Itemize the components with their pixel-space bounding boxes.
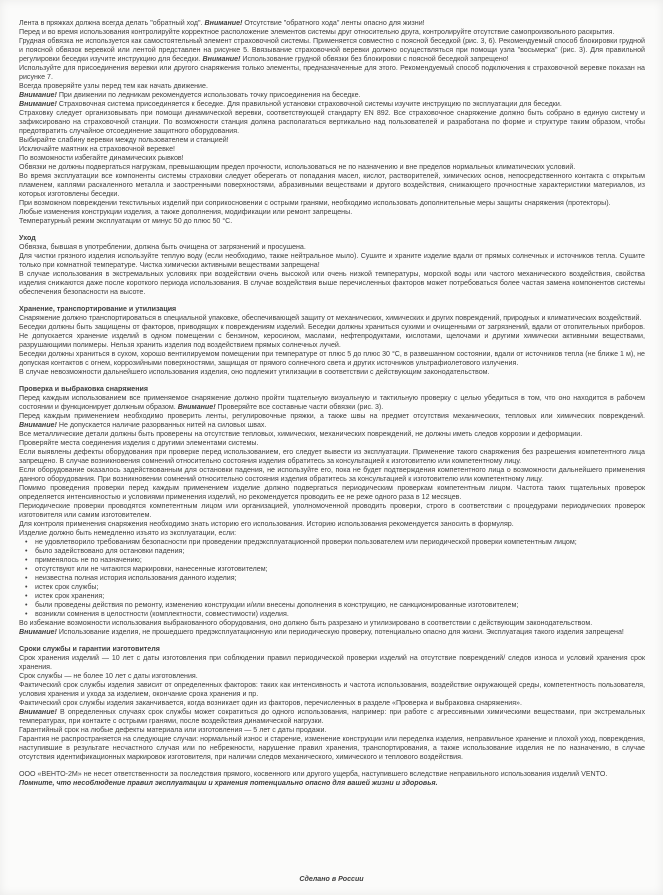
attention-label: Внимание! <box>202 55 241 63</box>
list-item <box>19 547 645 556</box>
list-item <box>19 583 645 592</box>
attention-label: Внимание! <box>19 421 57 429</box>
list-item-text: применялось не по назначению; <box>35 556 142 564</box>
paragraph: Для контроля применения снаряжения необходимо знать историю его использования. Историю использования рекомендуется заносить в формуляр. <box>19 520 514 528</box>
list-item-text: было задействовано для остановки падения; <box>35 547 185 555</box>
paragraph: Обвязка, бывшая в употреблении, должна быть очищена от загрязнений и просушена. <box>19 243 306 251</box>
paragraph <box>19 37 645 64</box>
list-item <box>19 556 645 565</box>
paragraph-text: Использование грудной обвязки без блокировки с поясной беседкой запрещено! <box>240 55 509 63</box>
paragraph-text: Использование изделия, не прошедшего предэксплуатационную или периодическую проверку, потенциально опасно для жизни. Эксплуатация такого изделия запрещена! <box>56 628 624 636</box>
paragraph-text: В определенных случаях срок службы может сократиться до одного использования, например: при работе с агрессивными химическими веществами, при экстремальных температурах, при контакте с острыми гранями, после воздействия динамической нагрузки. <box>19 708 645 725</box>
attention-label: Внимание! <box>204 19 243 27</box>
paragraph-text: Перед каждым применением необходимо проверить ленты, регулировочные пряжки, а также швы на предмет отсутствия механических, тепловых или химических повреждений. <box>19 412 645 420</box>
paragraph: Срок хранения изделий — 10 лет с даты изготовления при соблюдении правил периодической проверки изделий на отсутствие повреждений/ следов износа и условий хранения срок хранения. <box>19 654 645 671</box>
paragraph: Беседки должны быть защищены от факторов, приводящих к повреждениям изделий. Беседки должны храниться сухими и очищенными от загрязнений, вдали от отопительных приборов. Не допускается хранение изделий в одном помещении с бензином, керосином, маслами, нефтепродуктами, кислотами, щелочами и другими химически активными веществами, разрушающими полимеры. Нельзя хранить изделия под воздействием прямых солнечных лучей. <box>19 323 645 349</box>
paragraph: Во избежание возможности использования выбракованного оборудования, оно должно быть разрезано и утилизировано в соответствии с действующим законодательством. <box>19 619 593 627</box>
section-heading: Проверка и выбраковка снаряжения <box>19 385 149 393</box>
list-item-text: неизвестна полная история использования данного изделия; <box>35 574 237 582</box>
paragraph-text: При движении по ледникам рекомендуется использовать точку присоединения на беседке. <box>56 91 361 99</box>
list-item-text: были проведены действия по ремонту, изменению конструкции и/или внесены дополнения в конструкцию, не санкционированные изготовителем; <box>35 601 519 609</box>
list-item <box>19 601 645 610</box>
paragraph: В случае невозможности дальнейшего использования изделия, оно подлежит утилизации в соответствии с действующим законодательством. <box>19 368 490 376</box>
paragraph: Проверяйте места соединения изделия с другими элементами системы. <box>19 439 259 447</box>
list-item-text: не удовлетворило требованиям безопасности при проведении предэксплуатационной проверки пользователем или периодической проверки компетентным лицом; <box>35 538 577 546</box>
paragraph: Гарантийный срок на любые дефекты материала или изготовления — 5 лет с даты продажи. <box>19 726 327 734</box>
document-body <box>19 19 645 788</box>
list-item <box>19 610 645 619</box>
paragraph <box>19 394 645 412</box>
paragraph <box>19 628 645 637</box>
paragraph-text: Перед каждым использованием все применяемое снаряжение должно пройти тщательную визуальную и тактильную проверку с целью убедиться в том, что оно находится в рабочем состоянии и функционирует должным образом. <box>19 394 645 411</box>
safety-warning: Помните, что несоблюдение правил эксплуатации и хранения потенциально опасно для вашей жизни и здоровья. <box>19 779 438 787</box>
list-item <box>19 574 645 583</box>
list-item <box>19 592 645 601</box>
manufacturer-liability: ООО «ВЕНТО-2М» не несет ответственности за последствия прямого, косвенного или другого ущерба, наступившего вследствие неправильного использования изделий VENTO. <box>19 770 608 778</box>
paragraph: Изделие должно быть немедленно изъято из эксплуатации, если: <box>19 529 237 537</box>
paragraph: При возможном повреждении текстильных изделий при соприкосновении с острыми гранями, необходимо использовать дополнительные меры защиты снаряжения (протекторы). <box>19 199 611 207</box>
attention-label: Внимание! <box>19 628 57 636</box>
paragraph-text: Не допускается наличие разорванных нитей на силовых швах. <box>56 421 267 429</box>
paragraph: Всегда проверяйте узлы перед тем как начать движение. <box>19 82 208 90</box>
paragraph: Все металлические детали должны быть проверены на отсутствие тепловых, химических, механических повреждений, не должны иметь следов коррозии и деформации. <box>19 430 583 438</box>
paragraph: Срок службы — не более 10 лет с даты изготовления. <box>19 672 198 680</box>
paragraph: Перед и во время использования контролируйте корректное расположение элементов системы друг относительно друга, контролируйте отсутствие самопроизвольного раскрытия. <box>19 28 615 36</box>
paragraph: Обвязки не должны подвергаться нагрузкам, превышающим предел прочности, использоваться не по назначению и вне пределов нормальных климатических условий. <box>19 163 576 171</box>
bullet-icon: • <box>25 601 28 609</box>
paragraph-text: Грудная обвязка не используется как самостоятельный элемент страховочной системы. Применяется совместно с поясной беседкой (рис. 3, 6). Рекомендуемый способ блокировки грудной и поясной обвязок веревкой или лентой представлен на рисунке 5. Ввязывание страховочной веревки должно осуществляться при помощи узла "восьмерка" (рис. 3). Для правильной регулировки беседки изучите инструкцию для беседки. <box>19 37 645 63</box>
paragraph: Используйте для присоединения веревки или другого снаряжения только элементы, предназначенные для этого. Рекомендуемый способ подключения к страховочной веревке показан на рисунке 7. <box>19 64 645 81</box>
list-item <box>19 538 645 547</box>
paragraph: По возможности избегайте динамических рывков! <box>19 154 184 162</box>
attention-label: Внимание! <box>177 403 216 411</box>
paragraph <box>19 100 645 109</box>
paragraph: Если оборудование оказалось задействованным для остановки падения, не используйте его, пока не будет подтверждения компетентного лица о возможности дальнейшего применения данного оборудования. При возникновении сомнений относительно состояния изделия обратитесь за консультацией к изготовителю или компетентному лицу. <box>19 466 645 483</box>
section-heading: Сроки службы и гарантии изготовителя <box>19 645 160 653</box>
paragraph-text: Проверяйте все составные части обвязки (рис. 3). <box>215 403 384 411</box>
paragraph: Фактический срок службы изделия заканчивается, когда возникает один из факторов, перечисленных в разделе «Проверка и выбраковка снаряжения». <box>19 699 522 707</box>
paragraph: Во время эксплуатации все компоненты системы страховки следует оберегать от попадания масел, кислот, растворителей, химических основ, непосредственного контакта с открытым пламенем, каплями раскаленного металла и заостренными поверхностями, абразивными веществами и другого воздействия, снижающего прочностные характеристики материалов, из которых изготовлены беседки. <box>19 172 645 198</box>
paragraph: Гарантия не распространяется на следующие случаи: нормальный износ и старение, изменение конструкции или переделка изделия, неправильное хранение и плохой уход, повреждения, наступившие в результате несчастного случая или по небрежности, нарушение правил хранения, транспортирования, а также использование изделия не по назначению, в случае отсутствия идентификационных маркировок изготовителя, при наличии следов механического, химического и теплового воздействия. <box>19 735 645 761</box>
bullet-icon: • <box>25 565 28 573</box>
paragraph: Страховку следует организовывать при помощи динамической веревки, соответствующей стандарту EN 892. Все страховочное снаряжение должно быть собрано в единую систему и зафиксировано на страховочной станции. По возможности станция должна располагаться вертикально над пользователей и разработана по форме и структуре таким образом, чтобы предотвратить случайное отсоединение защитного оборудования. <box>19 109 645 135</box>
made-in-label: Сделано в России <box>299 875 364 883</box>
list-item-text: отсутствуют или не читаются маркировки, нанесенные изготовителем; <box>35 565 268 573</box>
section-heading: Уход <box>19 234 36 242</box>
paragraph <box>19 708 645 726</box>
list-item <box>19 565 645 574</box>
paragraph: Выбирайте слабину веревки между пользователем и станцией! <box>19 136 229 144</box>
paragraph: Снаряжение должно транспортироваться в специальной упаковке, обеспечивающей защиту от механических, химических и других повреждений, природных и климатических воздействий. <box>19 314 642 322</box>
list-item-text: истек срок службы; <box>35 583 99 591</box>
bullet-icon: • <box>25 538 28 546</box>
paragraph-text: Страховочная система присоединяется к беседке. Для правильной установки страховочной системы изучите инструкцию по эксплуатации для беседки. <box>56 100 562 108</box>
paragraph: Беседки должны храниться в сухом, хорошо вентилируемом помещении при температуре от плюс 5 до плюс 30 °С, в развешанном состоянии, вдали от источников тепла (не ближе 1 м), не допуская контактов с огнем, коррозийными поверхностями, защищая от прямого солнечного света и других источников ультрафиолетового излучения. <box>19 350 645 367</box>
attention-label: Внимание! <box>19 91 57 99</box>
section-heading: Хранение, транспортирование и утилизация <box>19 305 177 313</box>
bullet-icon: • <box>25 547 28 555</box>
paragraph <box>19 91 645 100</box>
paragraph: Исключайте маятник на страховочной веревке! <box>19 145 175 153</box>
paragraph: Фактический срок службы изделия зависит от определенных факторов: таких как интенсивность и частота использования, воздействие окружающей среды, компетентность пользователя, условия хранения и ухода за изделием, окончание срока хранения и пр. <box>19 681 645 698</box>
bullet-icon: • <box>25 574 28 582</box>
paragraph: В случае использования в экстремальных условиях при воздействии очень высокой или очень низкой температуры, морской воды или частого механического воздействия, свойства изделия снижаются даже после короткого периода использования. В случае воздействия выше перечисленных факторов может потребоваться более частая замена компонентов системы обеспечения безопасности на высоте. <box>19 270 645 296</box>
list-item-text: истек срок хранения; <box>35 592 105 600</box>
paragraph: Температурный режим эксплуатации от минус 50 до плюс 50 °С. <box>19 217 233 225</box>
paragraph: Для чистки грязного изделия используйте теплую воду (если необходимо, также нейтральное мыло). Сушите и храните изделие вдали от прямых солнечных и источников тепла. Сушите только при комнатной температуре. Чистка химически активными веществами запрещена! <box>19 252 645 269</box>
paragraph <box>19 412 645 430</box>
attention-label: Внимание! <box>19 100 57 108</box>
paragraph-text: Лента в пряжках должна всегда делать "обратный ход". <box>19 19 205 27</box>
paragraph <box>19 19 645 28</box>
bullet-icon: • <box>25 556 28 564</box>
bullet-icon: • <box>25 592 28 600</box>
bullet-icon: • <box>25 610 28 618</box>
list-item-text: возникли сомнения в целостности (комплектности, совместимости) изделия. <box>35 610 289 618</box>
attention-label: Внимание! <box>19 708 57 716</box>
paragraph: Помимо проведения проверки перед каждым применением изделие должно подвергаться периодическим проверкам компетентным лицом. Частота таких тщательных проверок определяется интенсивностью и условиями применения изделий, но рекомендуется проводить ее не реже одного раза в 12 месяцев. <box>19 484 645 501</box>
paragraph: Если выявлены дефекты оборудования при проверке перед использованием, его следует вывести из эксплуатации. Применение такого снаряжения без разрешения компетентного лица запрещено. В случае возникновения сомнений относительно состояния изделия обратитесь за консультацией к изготовителю или компетентному лицу. <box>19 448 645 465</box>
paragraph-text: Отсутствие "обратного хода" ленты опасно для жизни! <box>242 19 425 27</box>
paragraph: Любые изменения конструкции изделия, а также дополнения, модификации или ремонт запрещены. <box>19 208 353 216</box>
paragraph: Периодические проверки проводятся компетентным лицом или организацией, уполномоченной проводить проверки, строго в соответствии с процедурами периодических проверок изготовителя или самим изготовителем. <box>19 502 645 519</box>
bullet-icon: • <box>25 583 28 591</box>
